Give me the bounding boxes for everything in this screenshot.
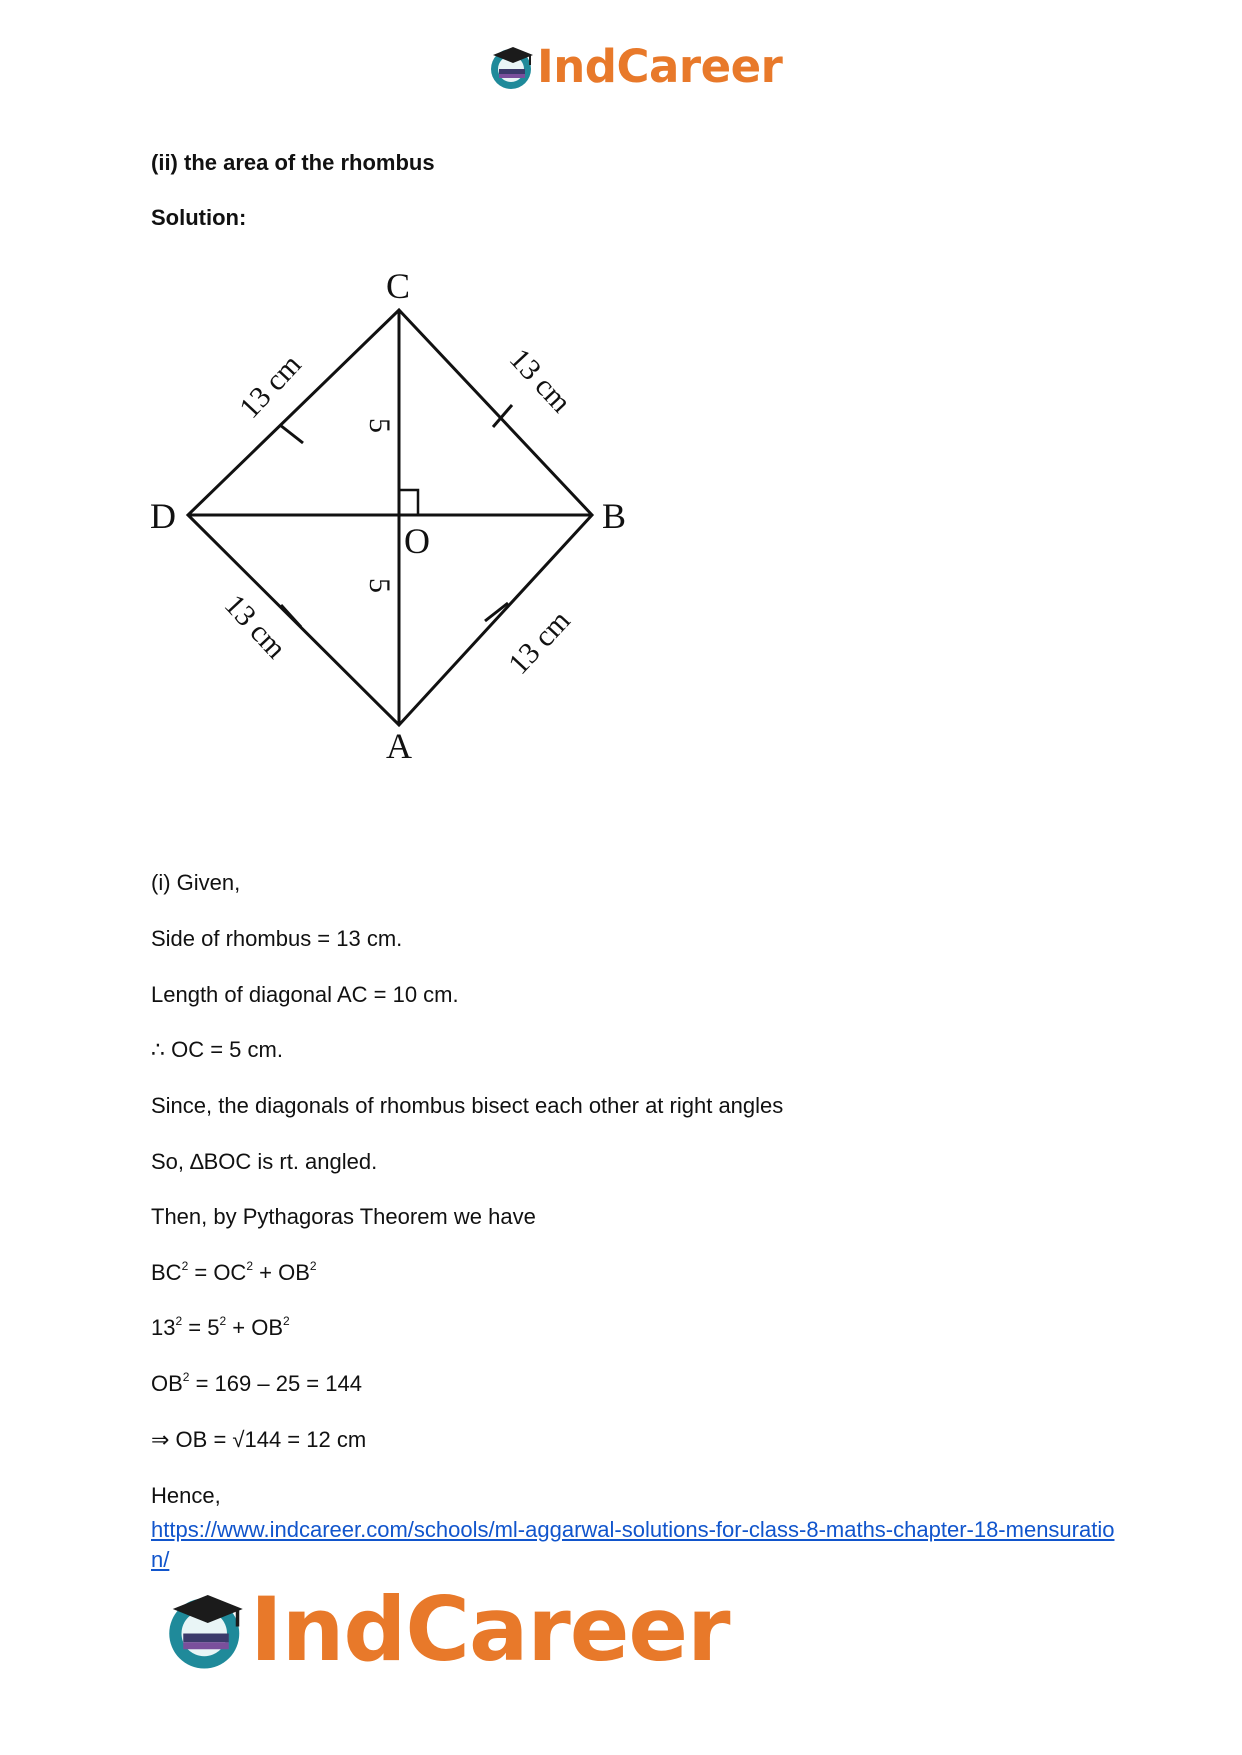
vertex-label-c: C [386,266,411,306]
half-diagonal-label: 5 [363,418,396,433]
side-label: 13 cm [217,588,293,666]
equation-1: $BC^2 = OC^2 + OB^2$ [151,1258,317,1285]
graduation-book-icon [487,43,537,91]
tick-mark [281,605,301,627]
brand-name: IndCareer [250,1578,730,1681]
oc-line: ∴ OC = 5 cm. [151,1037,283,1062]
since-line: Since, the diagonals of rhombus bisect each other at right angles [151,1093,784,1118]
solution-heading: Solution: [151,205,247,230]
center-label-o: O [404,521,430,561]
question-part-heading: (ii) the area of the rhombus [151,150,435,175]
header-logo [487,40,782,93]
hence-line: Hence, [151,1483,221,1508]
so-line: So, ∆BOC is rt. angled. [151,1149,378,1174]
given-line: (i) Given, [151,870,241,895]
side-label: 13 cm [502,342,578,420]
side-line: Side of rhombus = 13 cm. [151,926,403,951]
right-angle-mark [399,490,418,515]
side-label: 13 cm [232,348,308,425]
then-line: Then, by Pythagoras Theorem we have [151,1204,536,1229]
vertex-label-a: A [386,726,412,766]
source-link[interactable]: https://www.indcareer.com/schools/ml-aggarwal-solutions-for-class-8-maths-chapter-18-mensuration/ [151,1517,1115,1572]
rhombus-figure [140,260,640,770]
equation-4: ⇒ OB = √144 = 12 cm [151,1427,367,1452]
side-label: 13 cm [501,604,577,681]
vertex-label-b: B [602,496,627,536]
tick-mark [280,425,303,443]
footer-logo [162,1578,730,1681]
tick-mark [493,405,512,427]
diagonal-line: Length of diagonal AC = 10 cm. [151,982,459,1007]
equation-3: $OB^2 = 169 - 25 = 144$ [151,1369,362,1396]
vertex-label-d: D [150,496,176,536]
half-diagonal-label: 5 [363,578,396,593]
brand-name: IndCareer [537,40,783,93]
graduation-book-icon [162,1588,250,1672]
equation-2: $13^2 = 5^2 + OB^2$ [151,1313,290,1340]
